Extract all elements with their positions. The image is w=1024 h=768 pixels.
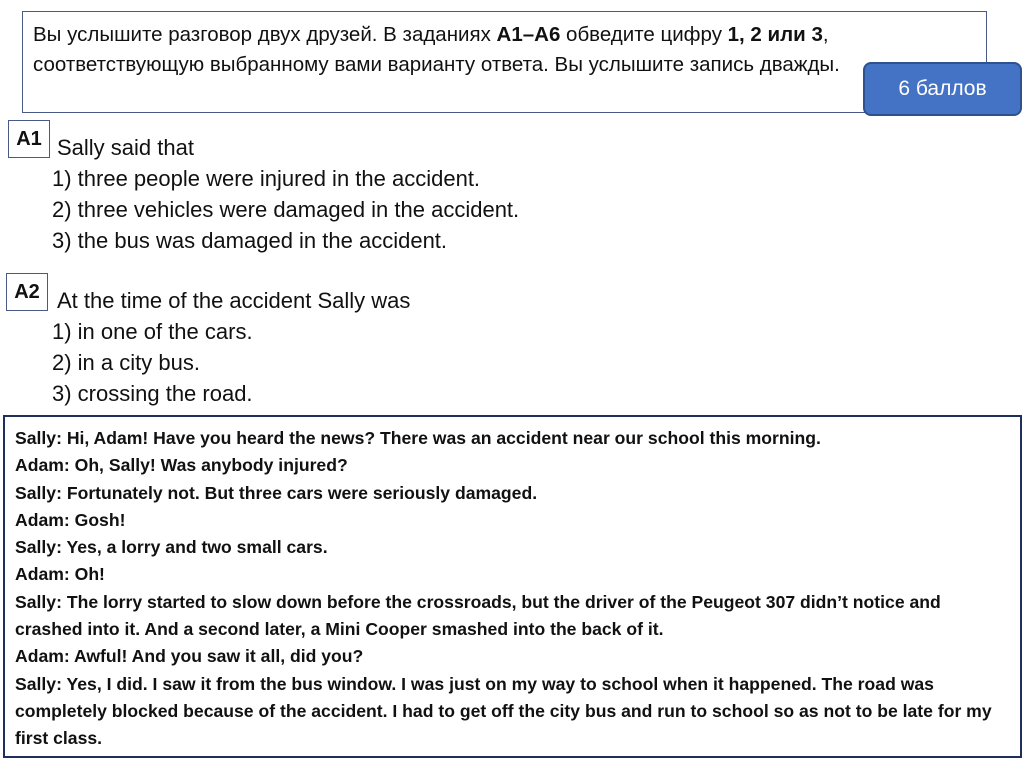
instruction-text-2: обведите цифру <box>560 23 728 46</box>
question-a1-stem: Sally said that <box>57 135 194 160</box>
question-a1-option-1[interactable]: 1) three people were injured in the accident. <box>52 166 481 191</box>
question-a2-stem: At the time of the accident Sally was <box>57 288 411 313</box>
transcript-line: Adam: Gosh! <box>15 509 126 530</box>
question-a2-option-2[interactable]: 2) in a city bus. <box>52 350 200 375</box>
score-badge: 6 баллов <box>863 62 1022 116</box>
transcript-line: Sally: Yes, a lorry and two small cars. <box>15 537 328 558</box>
question-a1-options <box>52 163 519 256</box>
transcript-box <box>3 415 1022 758</box>
transcript-line: Adam: Awful! And you saw it all, did you? <box>15 646 364 667</box>
transcript-line: Sally: Yes, I did. I saw it from the bus window. I was just on my way to school when it happened. The road was completely blocked because of the accident. I had to get off the city bus and run to school so as not to be late for my first class. <box>15 673 992 749</box>
instruction-text-3: , соответствующую выбранному вами варианту ответа. Вы услышите запись дважды. <box>33 23 840 76</box>
instruction-box <box>22 11 987 113</box>
question-a1-option-3[interactable]: 3) the bus was damaged in the accident. <box>52 228 448 253</box>
transcript-line: Sally: Hi, Adam! Have you heard the news? There was an accident near our school this morning. <box>15 428 821 448</box>
transcript-line: Sally: Fortunately not. But three cars were seriously damaged. <box>15 482 538 503</box>
question-a2-options <box>52 316 253 409</box>
transcript-line: Sally: The lorry started to slow down before the crossroads, but the driver of the Peugeot 307 didn’t notice and crashed into it. And a second later, a Mini Cooper smashed into the back of it. <box>15 591 941 640</box>
question-a1-option-2[interactable]: 2) three vehicles were damaged in the accident. <box>52 197 520 222</box>
question-a2-option-1[interactable]: 1) in one of the cars. <box>52 319 253 344</box>
question-a2-option-3[interactable]: 3) crossing the road. <box>52 381 253 406</box>
question-a2-label: А2 <box>6 273 48 311</box>
transcript-line: Adam: Oh! <box>15 564 105 585</box>
instruction-task-range: А1–А6 <box>496 23 561 46</box>
transcript-line: Adam: Oh, Sally! Was anybody injured? <box>15 455 348 476</box>
question-a1-label: А1 <box>8 120 50 158</box>
instruction-text-1: Вы услышите разговор двух друзей. В заданиях <box>33 23 497 46</box>
instruction-answer-digits: 1, 2 или 3 <box>727 23 823 46</box>
